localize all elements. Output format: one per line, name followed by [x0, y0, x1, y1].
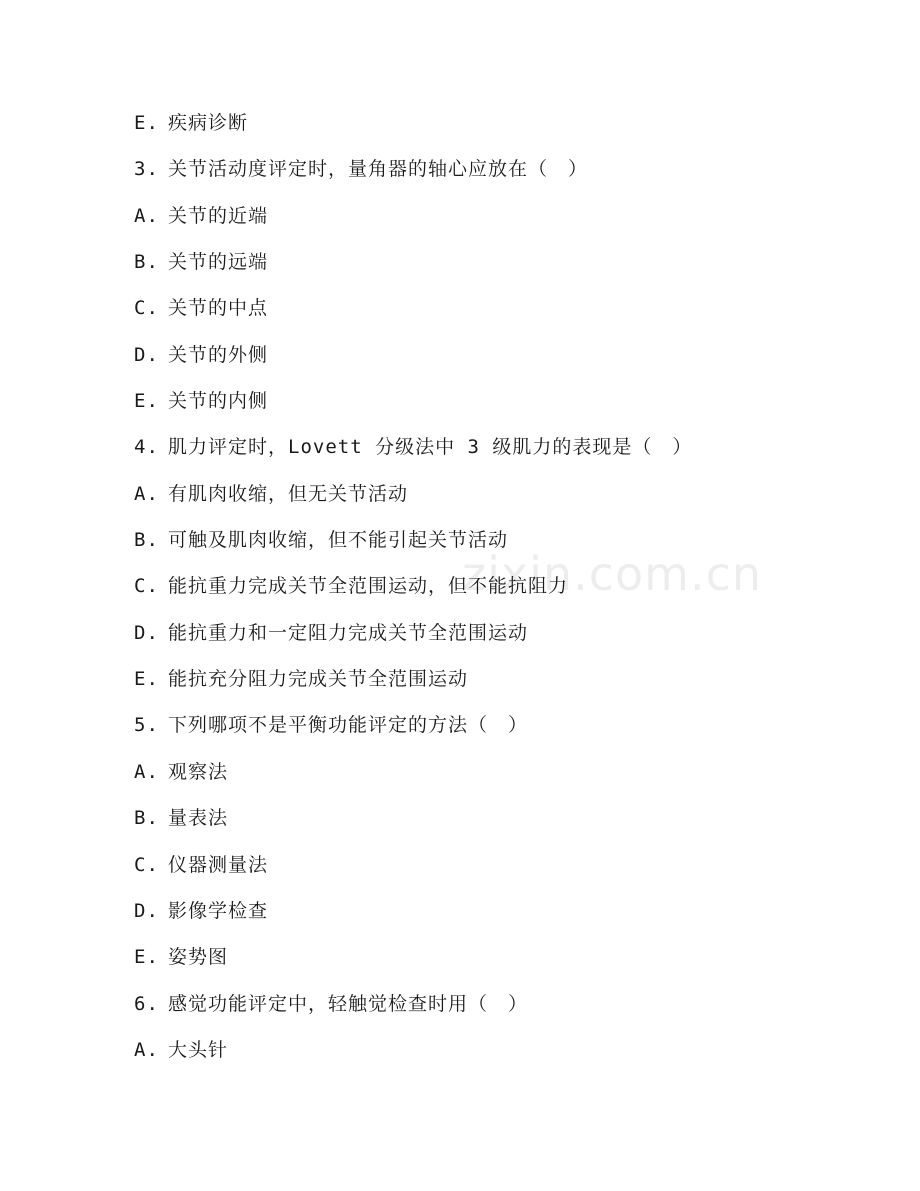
option-line: [134, 292, 834, 338]
option-text: 能抗重力完成关节全范围运动，但不能抗阻力: [168, 575, 569, 598]
option-line: [134, 941, 834, 987]
option-marker: E.: [134, 946, 159, 969]
question-number: 4.: [134, 436, 159, 459]
question-text: 感觉功能评定中，轻触觉检查时用（ ）: [168, 992, 529, 1015]
option-line: [134, 802, 834, 848]
option-marker: E.: [134, 112, 159, 134]
question-line: [134, 988, 834, 1034]
option-line: [134, 107, 834, 153]
option-line: [134, 1034, 834, 1080]
question-number: 6.: [134, 992, 159, 1015]
question-number: 3.: [134, 158, 159, 181]
option-text: 有肌肉收缩，但无关节活动: [168, 482, 409, 505]
option-text: 姿势图: [168, 946, 229, 969]
question-line: [134, 709, 834, 755]
option-marker: D.: [134, 899, 159, 922]
option-text: 仪器测量法: [168, 853, 269, 876]
option-marker: E.: [134, 390, 159, 413]
watermark: zixin.com.cn: [462, 547, 763, 601]
question-line: [134, 431, 834, 477]
option-text: 关节的外侧: [168, 343, 269, 366]
option-marker: D.: [134, 621, 159, 644]
option-marker: A.: [134, 1038, 159, 1061]
option-marker: C.: [134, 297, 159, 320]
question-text: 下列哪项不是平衡功能评定的方法（ ）: [168, 714, 529, 737]
question-text: 关节活动度评定时，量角器的轴心应放在（ ）: [168, 158, 589, 181]
option-marker: A.: [134, 204, 159, 227]
question-number: 5.: [134, 714, 159, 737]
option-text: 疾病诊断: [168, 112, 249, 134]
option-marker: B.: [134, 251, 159, 274]
option-marker: E.: [134, 668, 159, 691]
option-marker: C.: [134, 575, 159, 598]
option-line: [134, 663, 834, 709]
option-marker: B.: [134, 529, 159, 552]
option-text: 大头针: [168, 1038, 229, 1061]
option-line: [134, 617, 834, 663]
option-text: 能抗重力和一定阻力完成关节全范围运动: [168, 621, 529, 644]
option-text: 关节的内侧: [168, 390, 269, 413]
option-line: [134, 756, 834, 802]
option-line: [134, 200, 834, 246]
option-text: 影像学检查: [168, 899, 269, 922]
option-line: [134, 246, 834, 292]
option-text: 关节的远端: [168, 251, 269, 274]
option-line: [134, 895, 834, 941]
option-marker: B.: [134, 807, 159, 830]
option-text: 可触及肌肉收缩，但不能引起关节活动: [168, 529, 509, 552]
option-marker: A.: [134, 482, 159, 505]
option-text: 关节的近端: [168, 204, 269, 227]
option-marker: D.: [134, 343, 159, 366]
option-text: 观察法: [168, 760, 229, 783]
option-line: [134, 385, 834, 431]
option-text: 量表法: [168, 807, 229, 830]
question-line: [134, 153, 834, 199]
option-line: [134, 339, 834, 385]
option-marker: C.: [134, 853, 159, 876]
option-text: 关节的中点: [168, 297, 269, 320]
option-marker: A.: [134, 760, 159, 783]
option-text: 能抗充分阻力完成关节全范围运动: [168, 668, 469, 691]
question-text: 肌力评定时，Lovett 分级法中 3 级肌力的表现是（ ）: [168, 436, 693, 459]
option-line: [134, 849, 834, 895]
option-line: [134, 478, 834, 524]
